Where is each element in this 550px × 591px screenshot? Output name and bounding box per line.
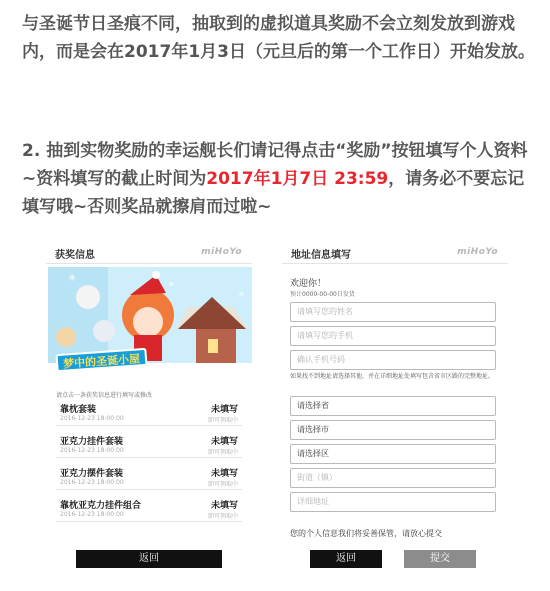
- panel-header: [46, 242, 252, 264]
- svg-text:✳: ✳: [68, 273, 77, 284]
- deadline-highlight: 2017年1月7日 23:59: [206, 169, 389, 189]
- announcement-paragraph-1: 与圣诞节日圣痕不同，抽取到的虚拟道具奖励不会立刻发放到游戏内，而是会在2017年1月3日（元旦后的第一个工作日）开始发放。: [22, 14, 535, 62]
- welcome-text: 欢迎你！: [290, 279, 327, 289]
- prize-item[interactable]: [56, 462, 242, 490]
- paragraph-2-text: 2. 抽到实物奖励的幸运舰长们请记得点击“奖励”按钮填写个人资料~资料填写的截止时间为: [22, 141, 528, 189]
- prize-status: 未填写: [210, 501, 238, 511]
- prize-item[interactable]: [56, 494, 242, 522]
- shipping-date-text: 预计0000-00-00日发货: [290, 291, 355, 298]
- prize-substatus: 即可领取中: [207, 481, 238, 488]
- panel-header: [282, 242, 508, 264]
- prize-date: 2016-12-23 18:00:00: [60, 479, 124, 486]
- address-form-panel: [282, 242, 508, 574]
- prize-info-panel: [46, 242, 252, 574]
- back-button[interactable]: 返回: [76, 550, 222, 568]
- banner-title: 梦中的圣诞小屋: [55, 348, 147, 372]
- city-select[interactable]: 请选择市: [290, 420, 496, 440]
- prize-name: 靠枕亚克力挂件组合: [60, 501, 142, 511]
- prize-substatus: 即可领取中: [207, 417, 238, 424]
- prize-name: 靠枕套装: [60, 405, 97, 415]
- confirm-phone-input[interactable]: 确认手机号码: [290, 350, 496, 370]
- back-button[interactable]: 返回: [310, 550, 382, 568]
- phone-input[interactable]: 请填写您的手机: [290, 326, 496, 346]
- prize-item[interactable]: [56, 430, 242, 458]
- prize-substatus: 即可领取中: [207, 449, 238, 456]
- name-input[interactable]: 请填写您的姓名: [290, 302, 496, 322]
- prize-name: 亚克力挂件套装: [60, 437, 124, 447]
- prize-item[interactable]: [56, 398, 242, 426]
- svg-text:✳: ✳: [238, 290, 245, 299]
- district-select[interactable]: 请选择区: [290, 444, 496, 464]
- christmas-banner-image: [48, 267, 252, 381]
- announcement-paragraph-2: [22, 137, 537, 221]
- province-select[interactable]: 请选择省: [290, 396, 496, 416]
- privacy-note: 您的个人信息我们将妥善保管，请放心提交: [290, 529, 442, 538]
- panel-title: 获奖信息: [55, 250, 95, 261]
- prize-status: 未填写: [210, 437, 238, 447]
- prize-substatus: 即可领取中: [207, 513, 238, 520]
- prize-date: 2016-12-23 18:00:00: [60, 415, 124, 422]
- prize-status: 未填写: [210, 469, 238, 479]
- prize-date: 2016-12-23 18:00:00: [60, 511, 124, 518]
- prize-status: 未填写: [210, 405, 238, 415]
- prize-name: 亚克力摆件套装: [60, 469, 124, 479]
- brand-logo: miHoYo: [201, 247, 242, 257]
- detail-address-input[interactable]: 详细地址: [290, 492, 496, 512]
- brand-logo: miHoYo: [457, 247, 498, 257]
- prize-list-hint: 请点击一条获奖信息进行填写或修改: [56, 392, 153, 399]
- prize-date: 2016-12-23 18:00:00: [60, 447, 124, 454]
- submit-button[interactable]: 提交: [404, 550, 476, 568]
- panel-title: 地址信息填写: [291, 250, 351, 261]
- address-note: 如果找不到地址请选择其他，并在详细地址处填写包含省市区路的完整地址。: [290, 373, 495, 380]
- street-input[interactable]: 街道（镇）: [290, 468, 496, 488]
- svg-text:✳: ✳: [168, 280, 175, 289]
- paragraph-2-tail: ，请务必不要忘记填写哦~否则奖品就擦肩而过啦~: [22, 169, 525, 217]
